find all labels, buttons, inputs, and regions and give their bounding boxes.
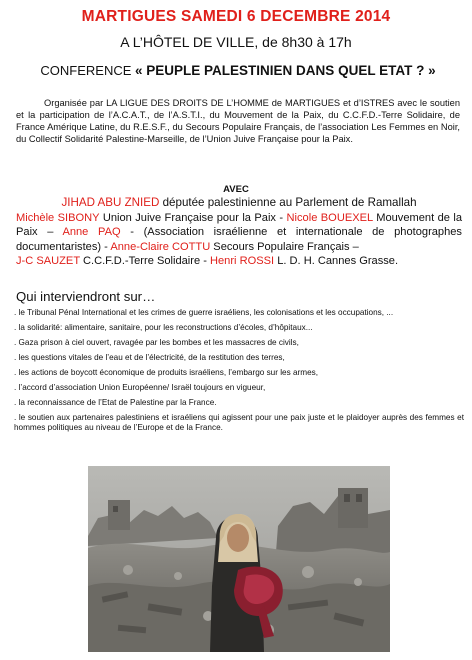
conference-title: « PEUPLE PALESTINIEN DANS QUEL ETAT ? » (135, 63, 436, 78)
topic-item: . le soutien aux partenaires palestiniens et israéliens qui agissent pour une paix juste et le plaidoyer auprès des femmes et hommes politiques au niveau de l’Europe et de la France. (14, 412, 464, 433)
photo-illustration (88, 466, 390, 652)
speaker-description: L. D. H. Cannes Grasse. (274, 255, 399, 268)
event-title: MARTIGUES SAMEDI 6 DECEMBRE 2014 (81, 8, 391, 25)
event-venue-time: A L’HÔTEL DE VILLE, de 8h30 à 17h (120, 34, 352, 50)
topics-list (14, 308, 464, 438)
conference-heading (18, 63, 458, 78)
topic-item: . la reconnaissance de l’Etat de Palestine par la France. (14, 397, 217, 407)
speakers-block (16, 196, 462, 269)
topic-item: . le Tribunal Pénal International et les crimes de guerre israéliens, les colonisations et les occupations, ... (14, 308, 394, 317)
speaker-name: JIHAD ABU ZNIED (61, 196, 160, 209)
speaker-description: Mouvement de la Paix – (16, 211, 463, 239)
speaker-description: Secours Populaire Français – (210, 240, 359, 253)
speaker-name: Michèle SIBONY (16, 211, 100, 224)
topic-item: . l’accord d’association Union Européenne/ Israël toujours en vigueur, (14, 382, 266, 392)
topic-item: . Gaza prison à ciel ouvert, ravagée par les bombes et les massacres de civils, (14, 337, 299, 347)
speaker-description: députée palestinienne au Parlement de Ramallah (159, 196, 417, 209)
gaza-ruins-photo (88, 466, 390, 652)
speaker-lines (16, 211, 462, 269)
speaker-name: Henri ROSSI (209, 255, 275, 268)
speaker-name: Anne-Claire COTTU (110, 240, 211, 253)
speaker-name: Nicole BOUEXEL (286, 211, 373, 224)
topics-heading: Qui interviendront sur… (16, 289, 156, 304)
speaker-name: J-C SAUZET (16, 255, 80, 268)
speaker-name: Anne PAQ (62, 226, 121, 239)
topic-item: . les questions vitales de l’eau et de l’électricité, de la restitution des terres, (14, 352, 285, 362)
topic-item: . la solidarité: alimentaire, sanitaire, pour les reconstructions d’écoles, d’hôpitaux... (14, 322, 313, 332)
speaker-description: - (Association israélienne et internationale de photographes documentaristes) - (16, 226, 462, 253)
speaker-line-main (16, 196, 462, 211)
conference-label: CONFERENCE (40, 63, 136, 78)
speaker-description: Union Juive Française pour la Paix - (99, 211, 287, 224)
avec-heading: AVEC (223, 184, 249, 195)
speaker-description: C.C.F.D.-Terre Solidaire - (79, 255, 210, 268)
organizers-paragraph: Organisée par LA LIGUE DES DROITS DE L’HOMME de MARTIGUES et d’ISTRES avec le soutien et la participation de l’A.C.A.T., de l’A.S.T.I., du Mouvement de la Paix, du C.C.F.D.-Terre Solidaire, de France Amérique Latine, du R.E.S.F., du Secours Populaire Français, de l’association Les Femmes en Noir, du Collectif Solidarité Palestine-Marseille, de l’Union Juive Française pour la Paix. (16, 98, 460, 145)
topic-item: . les actions de boycott économique de produits israéliens, l’embargo sur les armes, (14, 367, 319, 377)
